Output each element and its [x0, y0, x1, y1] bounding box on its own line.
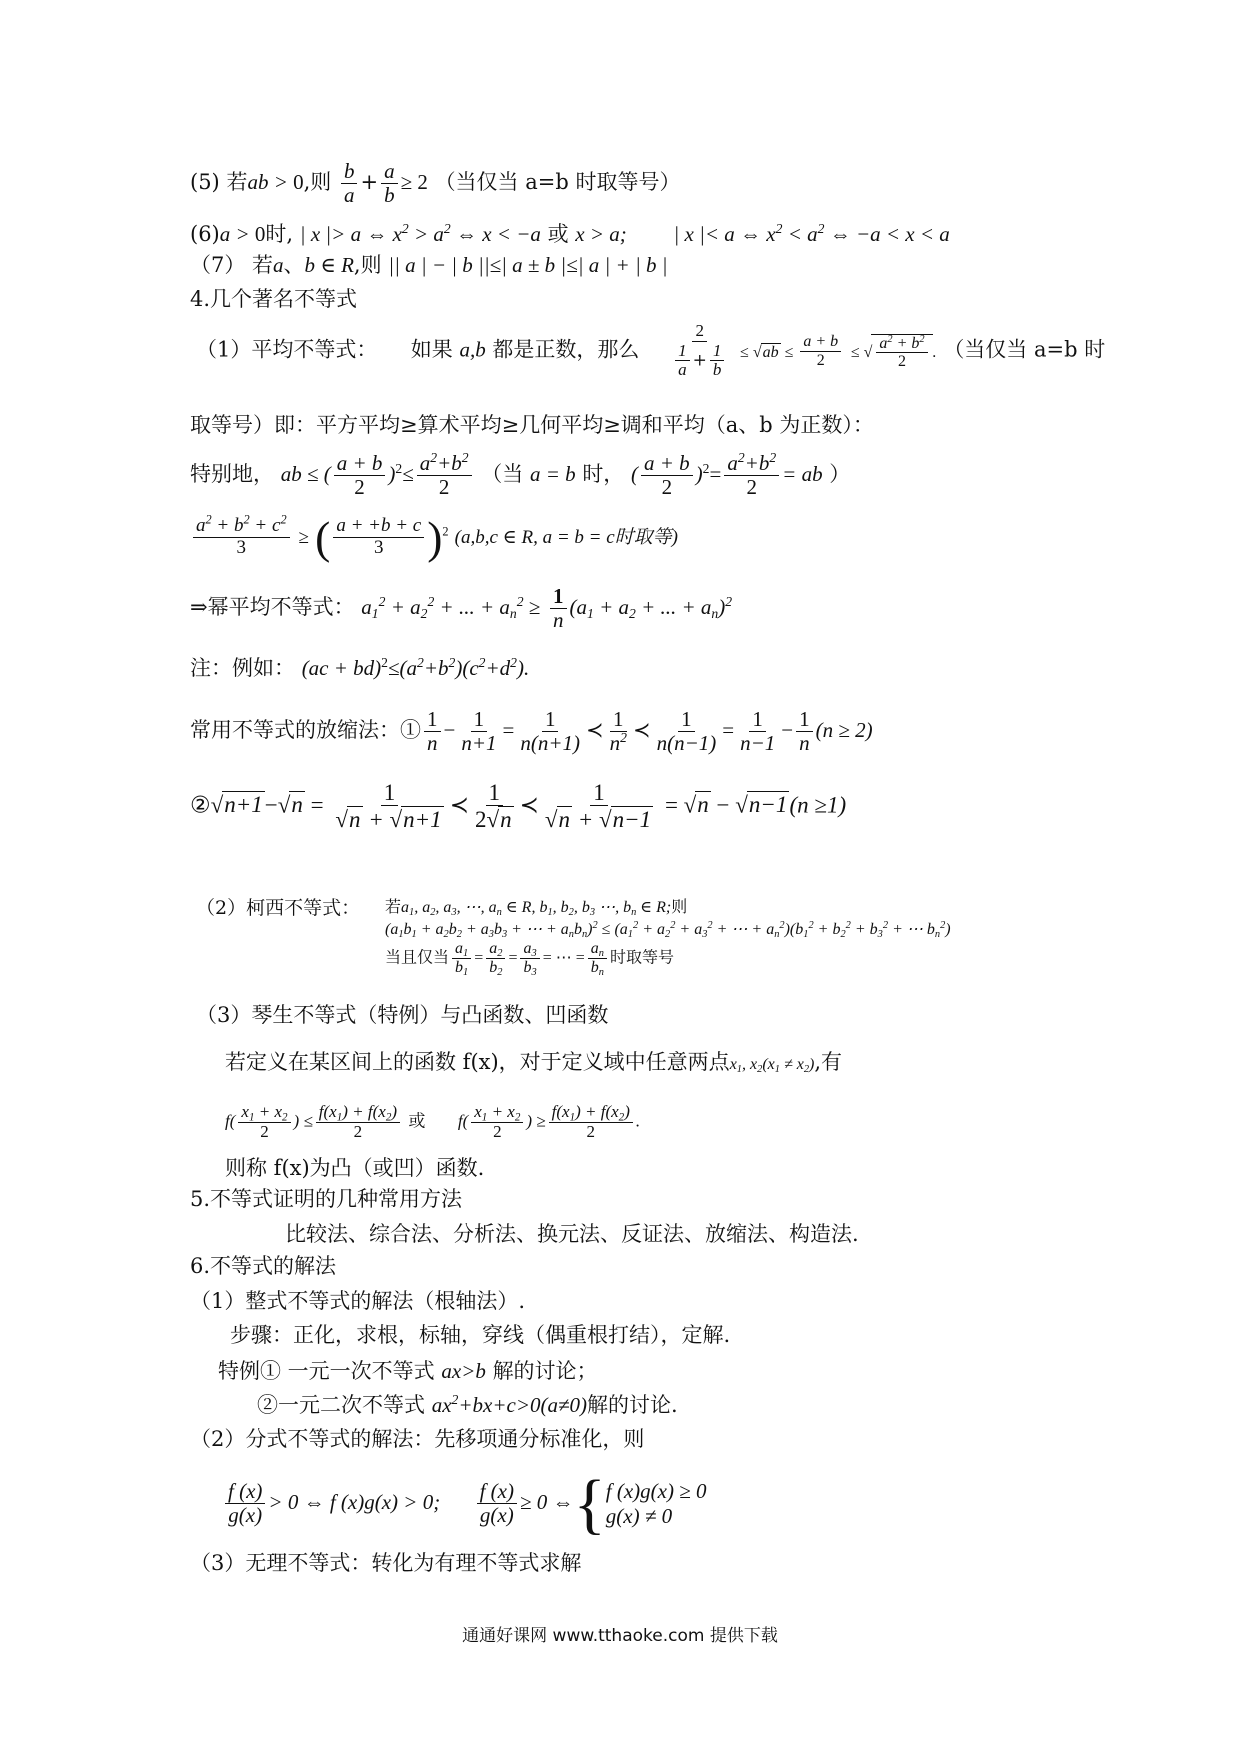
fraction: $\frac{b}{a}$: [341, 160, 358, 207]
formula: a >: [219, 222, 255, 246]
item-7: （7） 若a、b ∈ R,则 || a | − | b ||≤| a ± b |≤| a | + | b |: [190, 253, 668, 277]
sub-1: （1）整式不等式的解法（根轴法）.: [190, 1289, 526, 1313]
fraction: $\frac{1}{n}$: [550, 585, 567, 632]
fraction: $\frac{a}{b}$: [381, 160, 398, 207]
harmonic-fraction: 2 $\frac{1}{a}$ + $\frac{1}{b}$: [669, 322, 730, 380]
power-mean: ⇒幂平均不等式： $a_1^2 + a_2^2$ + ... + $a_n^2$ ≥ $\frac{1}{n}$ ($a_1 + a_2$ + ... + $a_n)^2$: [190, 584, 733, 633]
fraction-inequality: $\frac{f (x)}{g(x)}$ > 0 ⇔ f (x)g(x) > 0; $\frac{f (x)}{g(x)}$ ≥ 0 ⇔{ f (x)g(x) ≥ 0 g(x) ≠ 0: [222, 1470, 707, 1537]
three-variable: $\frac{a^2 + b^2 + c^2}{3}$ ≥ ( $\frac{a + +b + c}{3}$ )$^2$ (a,b,c ∈ R, a = b = c时取等): [190, 515, 678, 561]
formula: a: [273, 253, 284, 277]
jensen-label: （3）琴生不等式（特例）与凸函数、凹函数: [196, 1003, 609, 1027]
sub-3: （3）无理不等式：转化为有理不等式求解: [190, 1551, 582, 1575]
item-5: (5) 若ab > 0,则 $\frac{b}{a}$ + $\frac{a}{b}$ ≥ 2 （当仅当 a=b 时取等号）: [190, 159, 681, 208]
fraction: $\frac{a + b}{2}$: [800, 333, 841, 369]
fraction: $\frac{a^2+b^2}{2}$: [724, 452, 779, 499]
sub-2: （2）分式不等式的解法：先移项通分标准化，则: [190, 1427, 645, 1451]
special-case-1: 特例① 一元一次不等式 ax>b 解的讨论；: [218, 1359, 598, 1383]
footer: 通通好课网 www.tthaoke.com 提供下载: [462, 1626, 778, 1646]
fraction: $\frac{a + b}{2}$: [641, 452, 693, 499]
fraction: $\frac{a + +b + c}{3}$: [333, 516, 424, 559]
cauchy-line-1: 若$a_1$, $a_2$, $a_3$, ⋯, $a_n$ ∈ R, $b_1$, $b_2$, $b_3$ ⋯, $b_n$ ∈ R;则: [385, 897, 688, 919]
mean-note: 取等号）即：平方平均≥算术平均≥几何平均≥调和平均（a、b 为正数）：: [190, 413, 874, 437]
special-case-2: ②一元二次不等式 $ax^2+bx+c>0(a\ne 0)$解的讨论.: [257, 1391, 678, 1417]
item-6: (6)a > 0时, | x |> a ⇔ $x^2 > a^2$ ⇔ x < −a 或 x > a; | x |< a ⇔ $x^2 < a^2$ ⇔ −a < x < a: [190, 220, 950, 246]
scaling-1: 常用不等式的放缩法：① $\frac{1}{n}$ − $\frac{1}{n+1}$ = $\frac{1}{n(n+1)}$ ≺ $\frac{1}{n^2}$ ≺ $\frac{1}{n(n-1)}$ = $\frac{1}{n-1}$ − $\frac{1}{n}$ (n ≥ 2): [190, 707, 873, 756]
jensen-conclusion: 则称 f(x)为凸（或凹）函数.: [225, 1156, 485, 1180]
jensen-definition: 若定义在某区间上的函数 f(x)，对于定义域中任意两点$x_1$, $x_2(x_1 \ne x_2)$,有: [225, 1050, 843, 1076]
cauchy-line-2: ($a_1b_1 + a_2b_2 + a_3b_3$ + ⋯ + $a_nb_n)^2 \le (a_1^2 + a_2^2 + a_3^2$ + ⋯ + $a_n^2)(b_1^2 + b_2^2 + b_3^2$ + ⋯ $b_n^2$): [385, 919, 951, 941]
section-4-heading: 4.几个著名不等式: [190, 287, 358, 311]
formula: || a | − | b ||≤| a ± b |≤| a | + | b |: [388, 253, 668, 277]
formula: x > a;: [575, 222, 627, 246]
fraction: $\frac{a^2+b^2}{2}$: [417, 452, 472, 499]
jensen-formula: f( $\frac{x_1 + x_2}{2}$ ) ≤ $\frac{f(x_1) + f(x_2)}{2}$ 或 f( $\frac{x_1 + x_2}{2}$ ) ≥ $\frac{f(x_1) + f(x_2)}{2}$ .: [225, 1102, 641, 1141]
cauchy-label: （2）柯西不等式：: [196, 897, 361, 919]
special-case: 特别地， ab ≤ ( $\frac{a + b}{2}$ )$^2$≤ $\frac{a^2+b^2}{2}$ （当 a = b 时， ( $\frac{a + b}{2}$ )$^2$= $\frac{a^2+b^2}{2}$ = ab ）: [190, 449, 851, 500]
mean-inequality: （1）平均不等式： 如果 a,b 都是正数，那么 2 $\frac{1}{a}$ + $\frac{1}{b}$ ≤ √ab ≤ $\frac{a + b}{2}$ ≤ √ $\frac{a^2 + b^2}{2}$ . （当仅当 a=b 时: [196, 321, 1106, 380]
fraction: $\frac{a^2 + b^2 + c^2}{3}$: [193, 516, 290, 559]
fraction: $\frac{a + b}{2}$: [334, 452, 386, 499]
formula: | x |> a ⇔ $x^2 > a^2$ ⇔ x < −a: [299, 220, 541, 246]
proof-methods: 比较法、综合法、分析法、换元法、反证法、放缩法、构造法.: [285, 1222, 859, 1246]
scaling-2: ②√n+1−√n = $\frac{1}{√n + √n+1}$ ≺ $\frac{1}{2√n}$ ≺ $\frac{1}{√n + √n-1}$ = √n − √n−1(n ≥1): [190, 780, 847, 833]
cauchy-line-3: 当且仅当 $\frac{a_1}{b_1}$ = $\frac{a_2}{b_2}$ = $\frac{a_3}{b_3}$ = ⋯ = $\frac{a_n}{b_n}$ 时取等号: [385, 940, 674, 978]
note-example: 注：例如： $(ac + bd)^2\le(a^2+b^2)(c^2+d^2)$.: [190, 654, 530, 680]
formula: ab >: [247, 170, 294, 195]
section-5-heading: 5.不等式证明的几种常用方法: [190, 1187, 463, 1211]
formula: | x |< a ⇔ $x^2 < a^2$ ⇔ −a < x < a: [673, 220, 950, 246]
section-6-heading: 6.不等式的解法: [190, 1254, 337, 1278]
steps: 步骤：正化，求根，标轴，穿线（偶重根打结），定解.: [230, 1323, 731, 1347]
